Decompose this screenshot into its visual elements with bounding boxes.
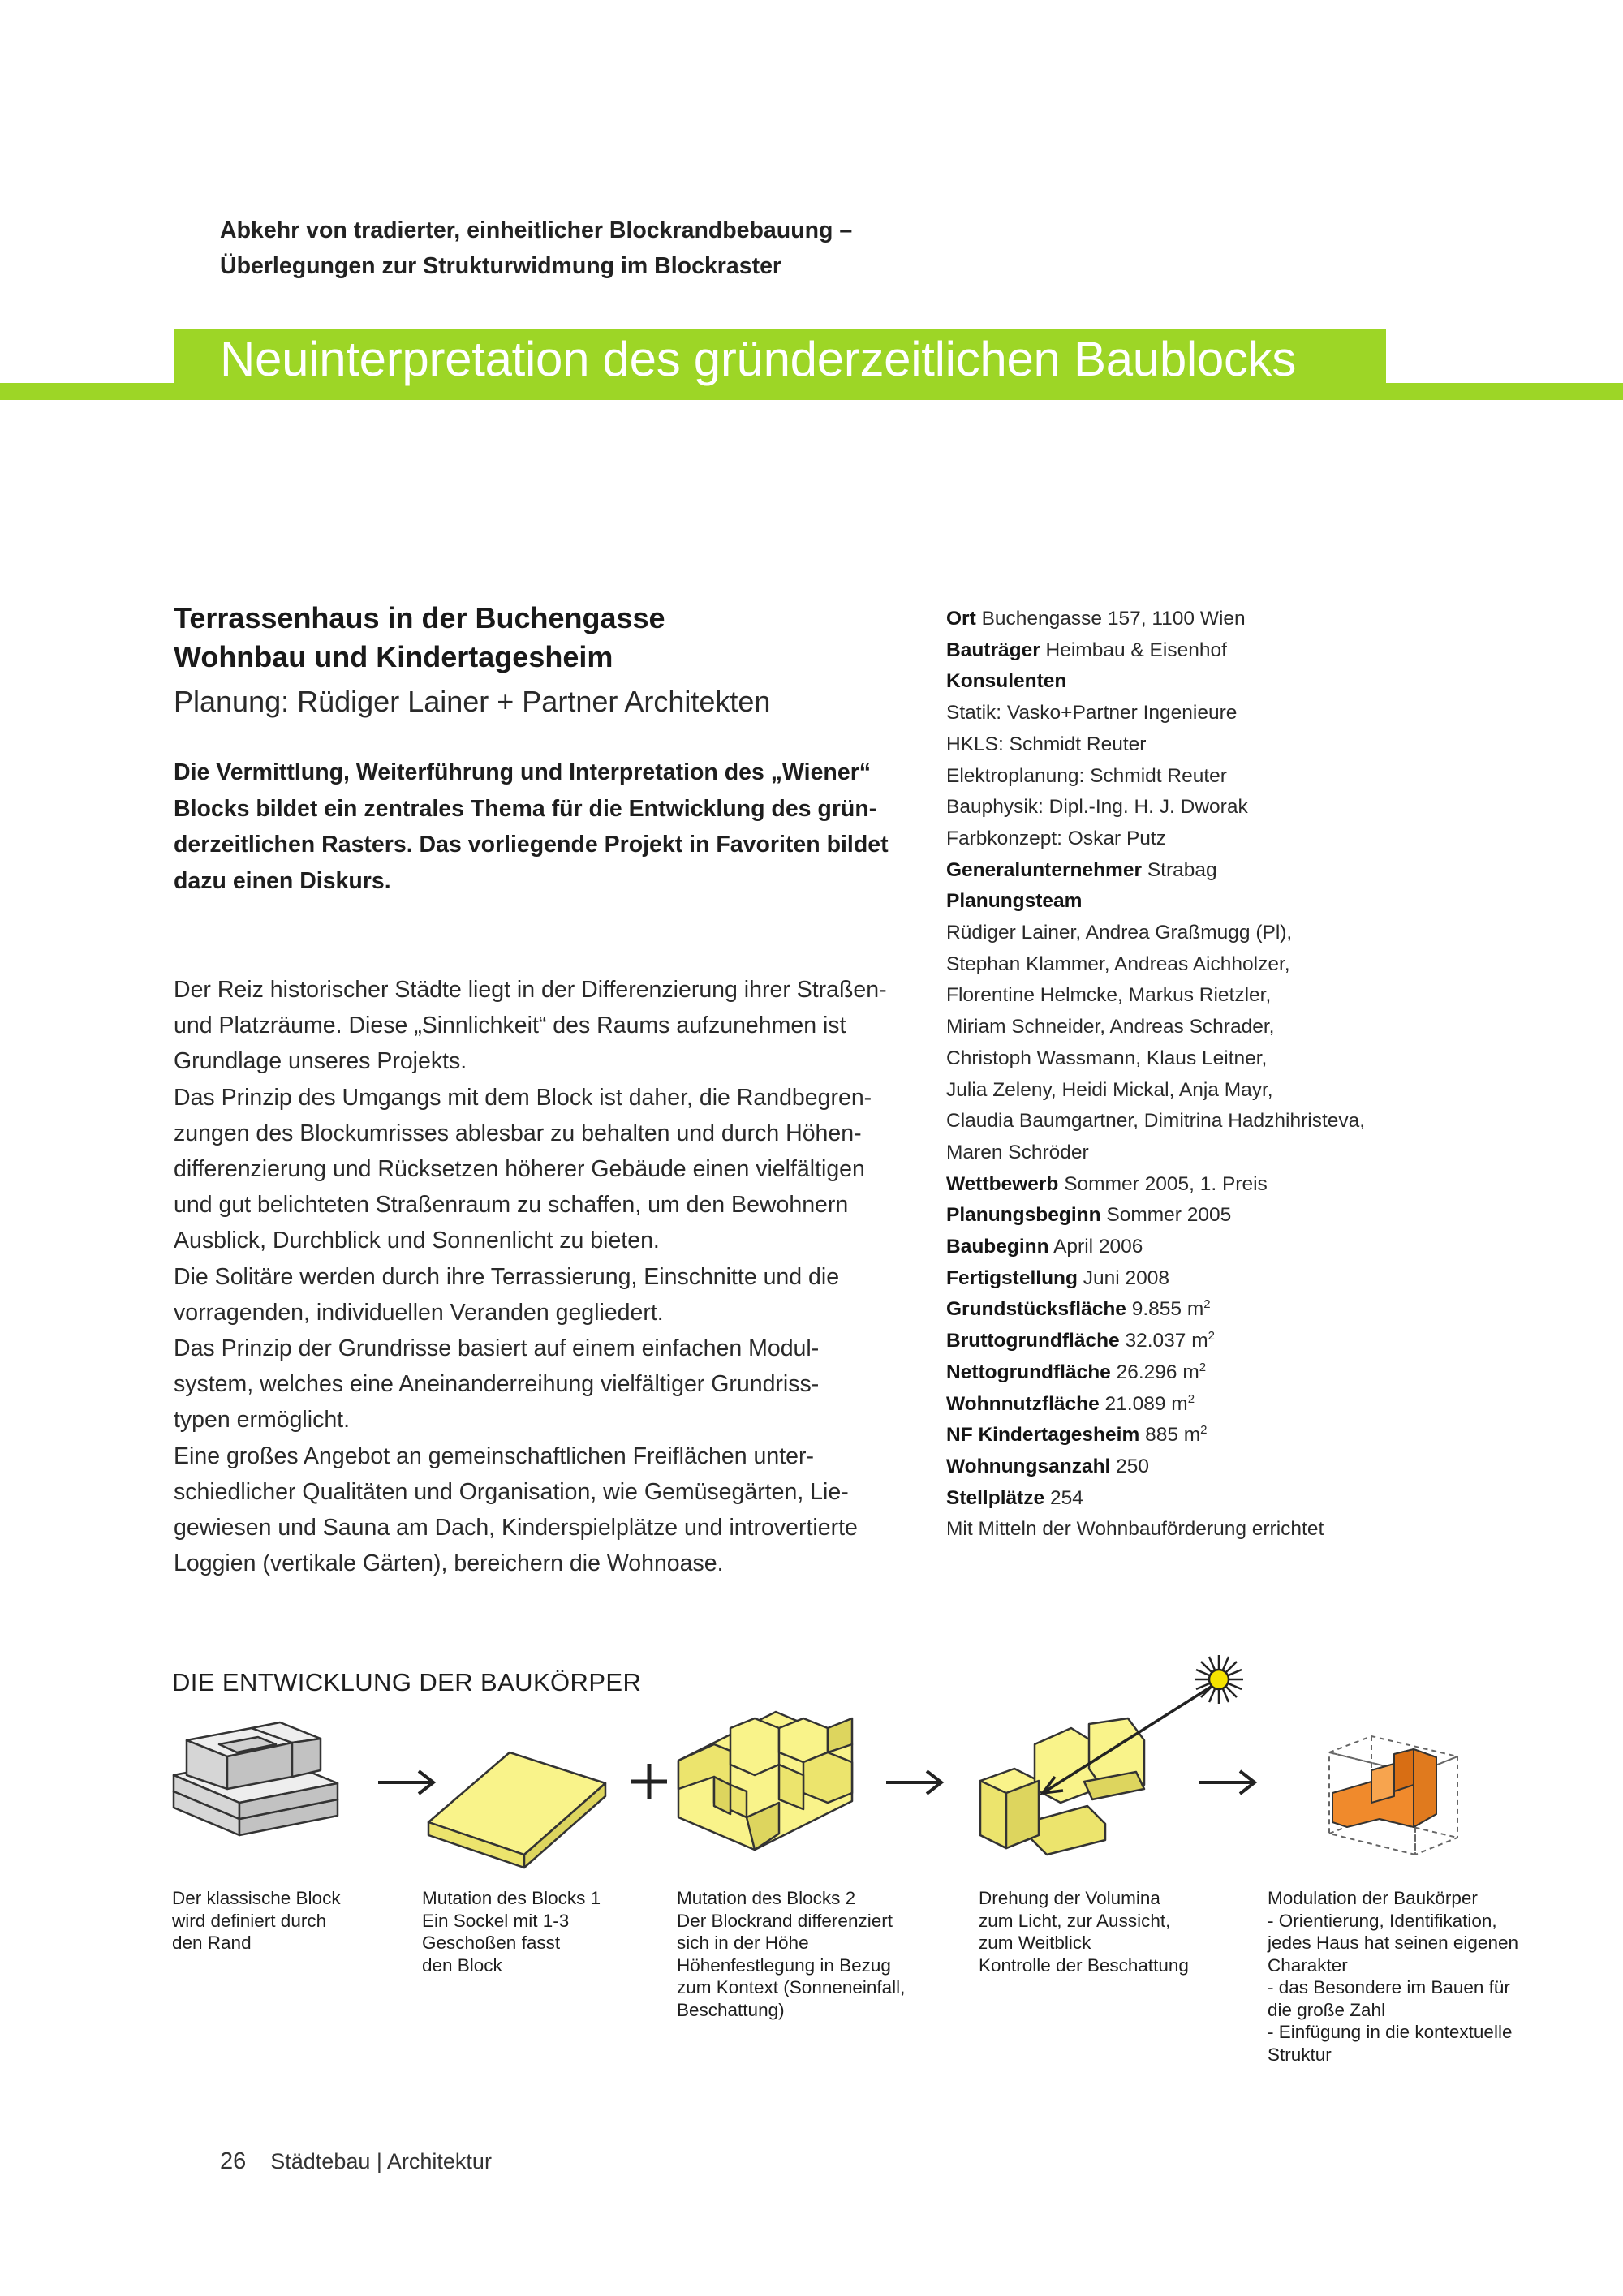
fact-sheet xyxy=(946,604,1595,1546)
kicker-line-1: Abkehr von tradierter, einheitlicher Blockrandbebauung – xyxy=(220,217,853,243)
fact-team-line: Maren Schröder xyxy=(946,1141,1089,1163)
kicker xyxy=(220,213,1031,284)
diagram-title: DIE ENTWICKLUNG DER BAUKÖRPER xyxy=(172,1668,642,1696)
body-line: typen ermöglicht. xyxy=(174,1407,351,1434)
kicker-line-2: Überlegungen zur Strukturwidmung im Blockraster xyxy=(220,253,782,279)
project-title-line-1: Terrassenhaus in der Buchengasse xyxy=(174,601,665,634)
body-line: und gut belichteten Straßenraum zu schaffen, um den Bewohnern xyxy=(174,1192,849,1219)
body-line: Der Reiz historischer Städte liegt in der Differenzierung ihrer Straßen- xyxy=(174,977,887,1003)
fact-nf-kindertagesheim: NF Kindertagesheim 885 $m^2$ xyxy=(946,1423,1208,1447)
classic-block-illustration xyxy=(174,1722,338,1835)
body-line: Das Prinzip der Grundrisse basiert auf einem einfachen Modul- xyxy=(174,1335,820,1362)
lead-line: dazu einen Diskurs. xyxy=(174,867,391,894)
fact-konsulent: Elektroplanung: Schmidt Reuter xyxy=(946,764,1227,787)
page-footer xyxy=(220,2148,492,2175)
differentiated-block-illustration xyxy=(678,1712,852,1850)
body-line: Eine großes Angebot an gemeinschaftlichen Freiflächen unter- xyxy=(174,1443,814,1469)
sun-icon xyxy=(1195,1655,1243,1704)
fact-wohnnutzflaeche: Wohnnutzfläche 21.089 $m^2$ xyxy=(946,1391,1195,1415)
fact-wettbewerb: Wettbewerb Sommer 2005, 1. Preis xyxy=(946,1172,1268,1195)
project-planner: Planung: Rüdiger Lainer + Partner Architekten xyxy=(174,685,771,718)
caption-stage-3: Mutation des Blocks 2 Der Blockrand differenziert sich in der Höhe Höhenfestlegung in Bezug zum Kontext (Sonneneinfall, Beschattung) xyxy=(677,1888,906,2020)
modulated-bodies-illustration xyxy=(1329,1736,1457,1855)
fact-konsulent: Farbkonzept: Oskar Putz xyxy=(946,827,1166,849)
body-line: gewiesen und Sauna am Dach, Kinderspielplätze und introvertierte xyxy=(174,1515,858,1541)
page-number: 26 xyxy=(220,2148,247,2174)
body-line: differenzierung und Rücksetzen höherer Gebäude einen vielfältigen xyxy=(174,1156,865,1183)
caption-stage-2: Mutation des Blocks 1 Ein Sockel mit 1-3 Geschoßen fasst den Block xyxy=(422,1888,601,1976)
fact-team-line: Rüdiger Lainer, Andrea Graßmugg (Pl), xyxy=(946,922,1293,944)
project-title-line-2: Wohnbau und Kindertagesheim xyxy=(174,640,613,673)
fact-konsulenten-label: Konsulenten xyxy=(946,670,1067,693)
fact-ort: Ort Buchengasse 157, 1100 Wien xyxy=(946,608,1246,630)
body-line: vorragenden, individuellen Veranden gegliedert. xyxy=(174,1299,664,1326)
body-line: zungen des Blockumrisses ablesbar zu behalten und durch Höhen- xyxy=(174,1120,862,1146)
arrow-icon xyxy=(886,1771,941,1794)
body-text xyxy=(174,972,904,1581)
body-line: schiedlicher Qualitäten und Organisation, wie Gemüsegärten, Lie- xyxy=(174,1478,849,1505)
fact-nettogrundflaeche: Nettogrundfläche 26.296 $m^2$ xyxy=(946,1360,1207,1383)
fact-team-line: Florentine Helmcke, Markus Rietzler, xyxy=(946,984,1272,1007)
body-line: system, welches eine Aneinanderreihung vielfältiger Grundriss- xyxy=(174,1371,820,1398)
fact-konsulent: Statik: Vasko+Partner Ingenieure xyxy=(946,702,1238,724)
fact-konsulent: HKLS: Schmidt Reuter xyxy=(946,733,1147,755)
banner-title: Neuinterpretation des gründerzeitlichen Baublocks xyxy=(220,332,1297,386)
base-slab-illustration xyxy=(428,1752,605,1868)
fact-foerderung: Mit Mitteln der Wohnbauförderung errichtet xyxy=(946,1518,1324,1541)
fact-bruttogrundflaeche: Bruttogrundfläche 32.037 $m^2$ xyxy=(946,1329,1215,1352)
lead-line: derzeitlichen Rasters. Das vorliegende Projekt in Favoriten bildet xyxy=(174,832,889,858)
body-line: Grundlage unseres Projekts. xyxy=(174,1048,467,1075)
fact-planungsteam-label: Planungsteam xyxy=(946,890,1083,913)
fact-bautraeger: Bauträger Heimbau & Eisenhof xyxy=(946,638,1227,661)
body-line: Die Solitäre werden durch ihre Terrassierung, Einschnitte und die xyxy=(174,1263,840,1290)
arrow-icon xyxy=(1199,1771,1255,1794)
lead-line: Die Vermittlung, Weiterführung und Interpretation des „Wiener“ xyxy=(174,759,872,785)
development-diagram xyxy=(162,1655,1558,1898)
fact-baubeginn: Baubeginn April 2006 xyxy=(946,1236,1143,1258)
arrow-icon xyxy=(378,1771,433,1794)
lead-paragraph xyxy=(174,755,904,899)
body-line: Das Prinzip des Umgangs mit dem Block ist daher, die Randbegren- xyxy=(174,1084,872,1111)
caption-stage-1: Der klassische Block wird definiert durch den Rand xyxy=(172,1888,341,1953)
fact-planungsbeginn: Planungsbeginn Sommer 2005 xyxy=(946,1204,1232,1227)
caption-stage-4: Drehung der Volumina zum Licht, zur Aussicht, zum Weitblick Kontrolle der Beschattung xyxy=(979,1888,1189,1976)
caption-stage-5: Modulation der Baukörper - Orientierung, Identifikation, jedes Haus hat seinen eigenen Charakter - das Besondere im Bauen für die große Zahl - Einfügung in die kontextuelle Struktur xyxy=(1268,1888,1518,2065)
fact-stellplaetze: Stellplätze 254 xyxy=(946,1486,1083,1509)
fact-generalunternehmer: Generalunternehmer Strabag xyxy=(946,858,1217,881)
fact-wohnungsanzahl: Wohnungsanzahl 250 xyxy=(946,1455,1150,1477)
body-line: Ausblick, Durchblick und Sonnenlicht zu bieten. xyxy=(174,1228,660,1254)
fact-team-line: Stephan Klammer, Andreas Aichholzer, xyxy=(946,952,1290,975)
body-line: Loggien (vertikale Gärten), bereichern die Wohnoase. xyxy=(174,1550,724,1577)
fact-team-line: Miriam Schneider, Andreas Schrader, xyxy=(946,1016,1275,1038)
fact-fertigstellung: Fertigstellung Juni 2008 xyxy=(946,1266,1170,1289)
fact-team-line: Christoph Wassmann, Klaus Leitner, xyxy=(946,1047,1268,1069)
body-line: und Platzräume. Diese „Sinnlichkeit“ des Raums aufzunehmen ist xyxy=(174,1013,846,1039)
plus-icon xyxy=(631,1764,667,1799)
fact-grundstuecksflaeche: Grundstücksfläche 9.855 $m^2$ xyxy=(946,1297,1211,1321)
lead-line: Blocks bildet ein zentrales Thema für die Entwicklung des grün- xyxy=(174,795,877,822)
project-title xyxy=(174,599,665,677)
rotated-volumes-illustration xyxy=(980,1718,1144,1855)
fact-team-line: Julia Zeleny, Heidi Mickal, Anja Mayr, xyxy=(946,1078,1273,1101)
fact-konsulent: Bauphysik: Dipl.-Ing. H. J. Dworak xyxy=(946,796,1248,819)
fact-team-line: Claudia Baumgartner, Dimitrina Hadzhihristeva, xyxy=(946,1110,1366,1133)
section-label: Städtebau | Architektur xyxy=(270,2149,492,2173)
